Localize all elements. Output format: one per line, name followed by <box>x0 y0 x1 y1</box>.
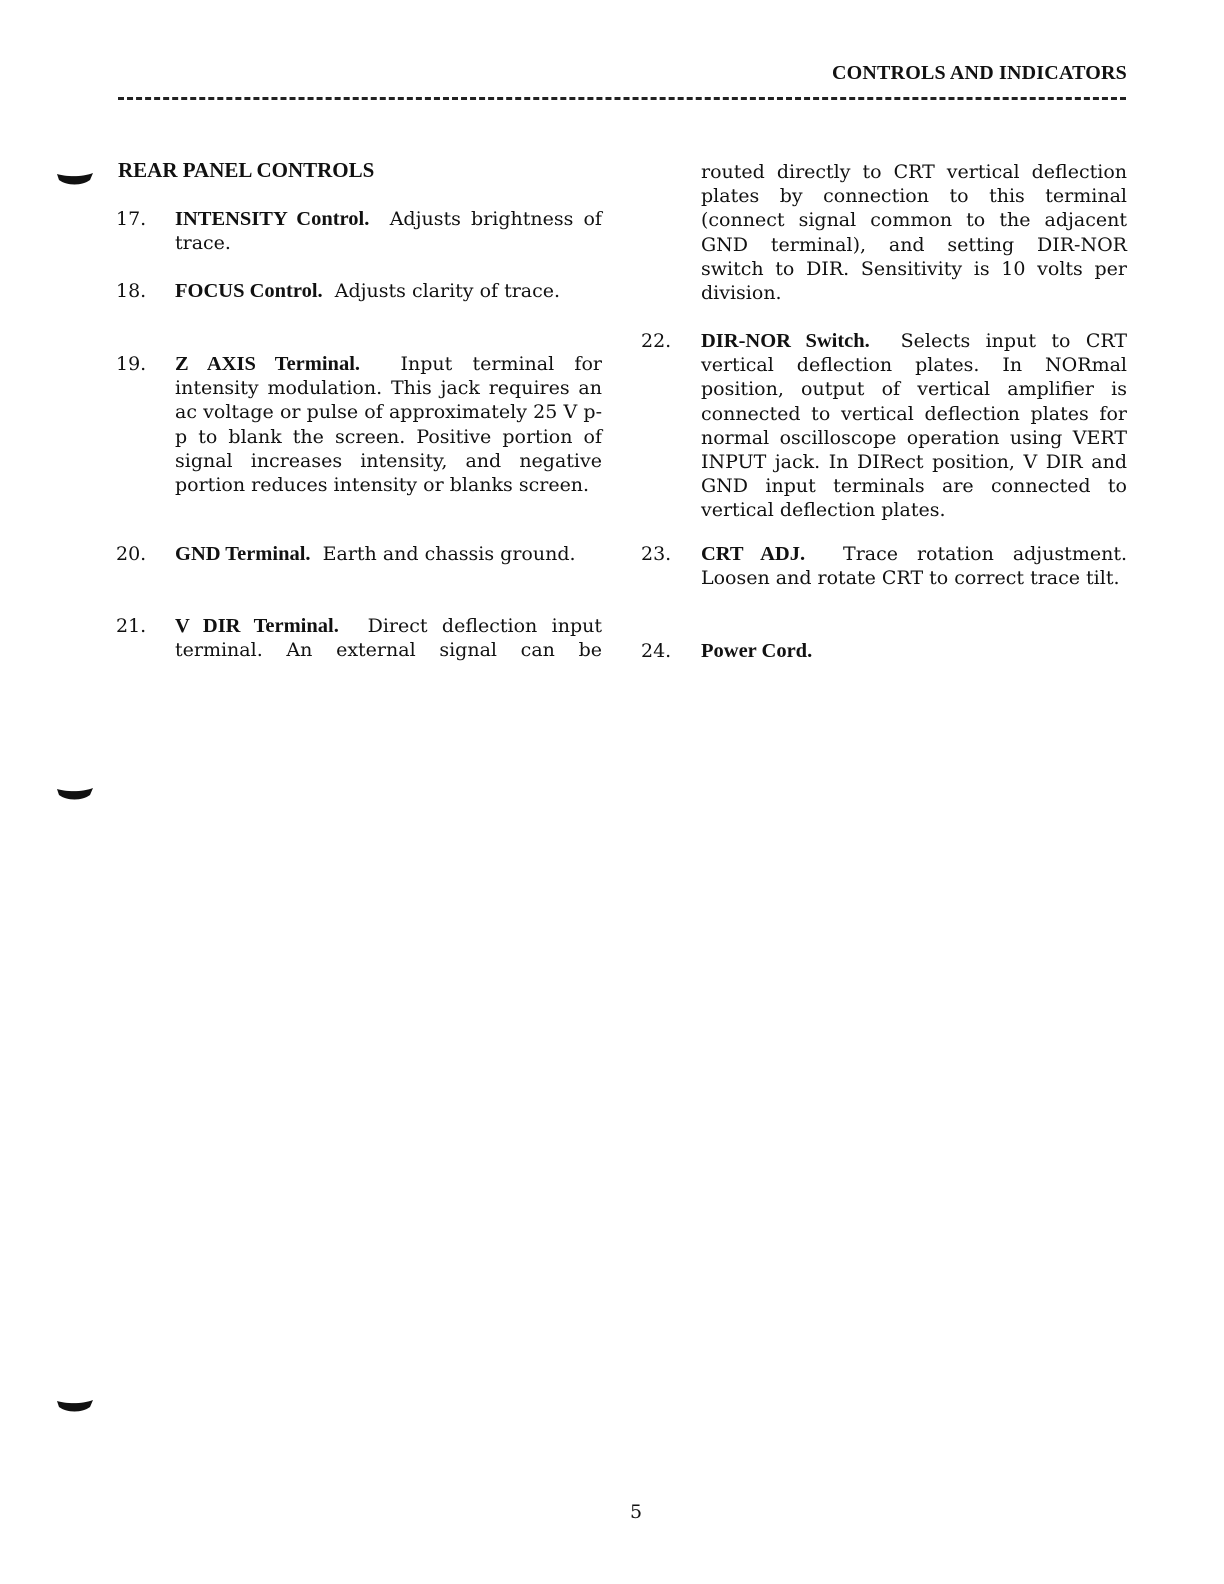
item-body <box>175 352 602 497</box>
item-description: Input terminal for intensity modulation. This jack requires an ac voltage or pulse of approximately 25 V p-p to blank the screen. Positive portion of signal increases intensity, and negative portion reduces intensity or blanks screen. <box>175 353 602 497</box>
item-body <box>175 279 602 303</box>
binder-hole-mark-middle <box>57 787 93 801</box>
item-label: CRT ADJ. <box>701 543 806 565</box>
item-body <box>701 329 1127 523</box>
item-number: 23. <box>641 543 672 565</box>
binder-hole-mark-bottom <box>57 1399 93 1413</box>
item-label: V DIR Terminal. <box>175 615 339 637</box>
item-label: DIR-NOR Switch. <box>701 330 870 352</box>
page-number: 5 <box>630 1501 643 1523</box>
item-label: Power Cord. <box>701 640 813 662</box>
item-body <box>175 614 602 662</box>
item-number: 17. <box>116 208 147 230</box>
binder-hole-mark-top <box>57 172 93 186</box>
item-description: Adjusts brightness of trace. <box>175 208 602 255</box>
item-number: 19. <box>116 353 147 375</box>
item-21-continuation: routed directly to CRT vertical deflection plates by connection to this terminal (connect signal common to the adjacent GND terminal), and setting DIR-NOR switch to DIR. Sensitivity is 10 volts per division. <box>701 161 1127 305</box>
item-label: FOCUS Control. <box>175 280 323 302</box>
item-label: GND Terminal. <box>175 543 311 565</box>
item-label: INTENSITY Control. <box>175 208 370 230</box>
item-description: Adjusts clarity of trace. <box>334 280 561 302</box>
item-body <box>175 542 602 566</box>
item-description: Earth and chassis ground. <box>322 543 576 565</box>
running-header: CONTROLS AND INDICATORS <box>831 62 1127 84</box>
item-description: Direct deflection input terminal. An external signal can be <box>175 615 602 662</box>
item-description: Selects input to CRT vertical deflection plates. In NORmal position, output of vertical amplifier is connected to vertical deflection plates for normal oscilloscope operation using VERT INPUT jack. In DIRect position, V DIR and GND input terminals are connected to vertical deflection plates. <box>701 330 1127 522</box>
item-body <box>175 207 602 255</box>
item-body <box>701 542 1127 590</box>
item-number: 22. <box>641 330 672 352</box>
item-number: 20. <box>116 543 147 565</box>
section-title: REAR PANEL CONTROLS <box>118 158 375 182</box>
item-label: Z AXIS Terminal. <box>175 353 361 375</box>
item-number: 24. <box>641 640 672 662</box>
item-number: 21. <box>116 615 147 637</box>
header-rule <box>118 97 1126 100</box>
item-body <box>701 639 1127 663</box>
item-number: 18. <box>116 280 147 302</box>
item-description: Trace rotation adjustment. Loosen and rotate CRT to correct trace tilt. <box>701 543 1127 590</box>
